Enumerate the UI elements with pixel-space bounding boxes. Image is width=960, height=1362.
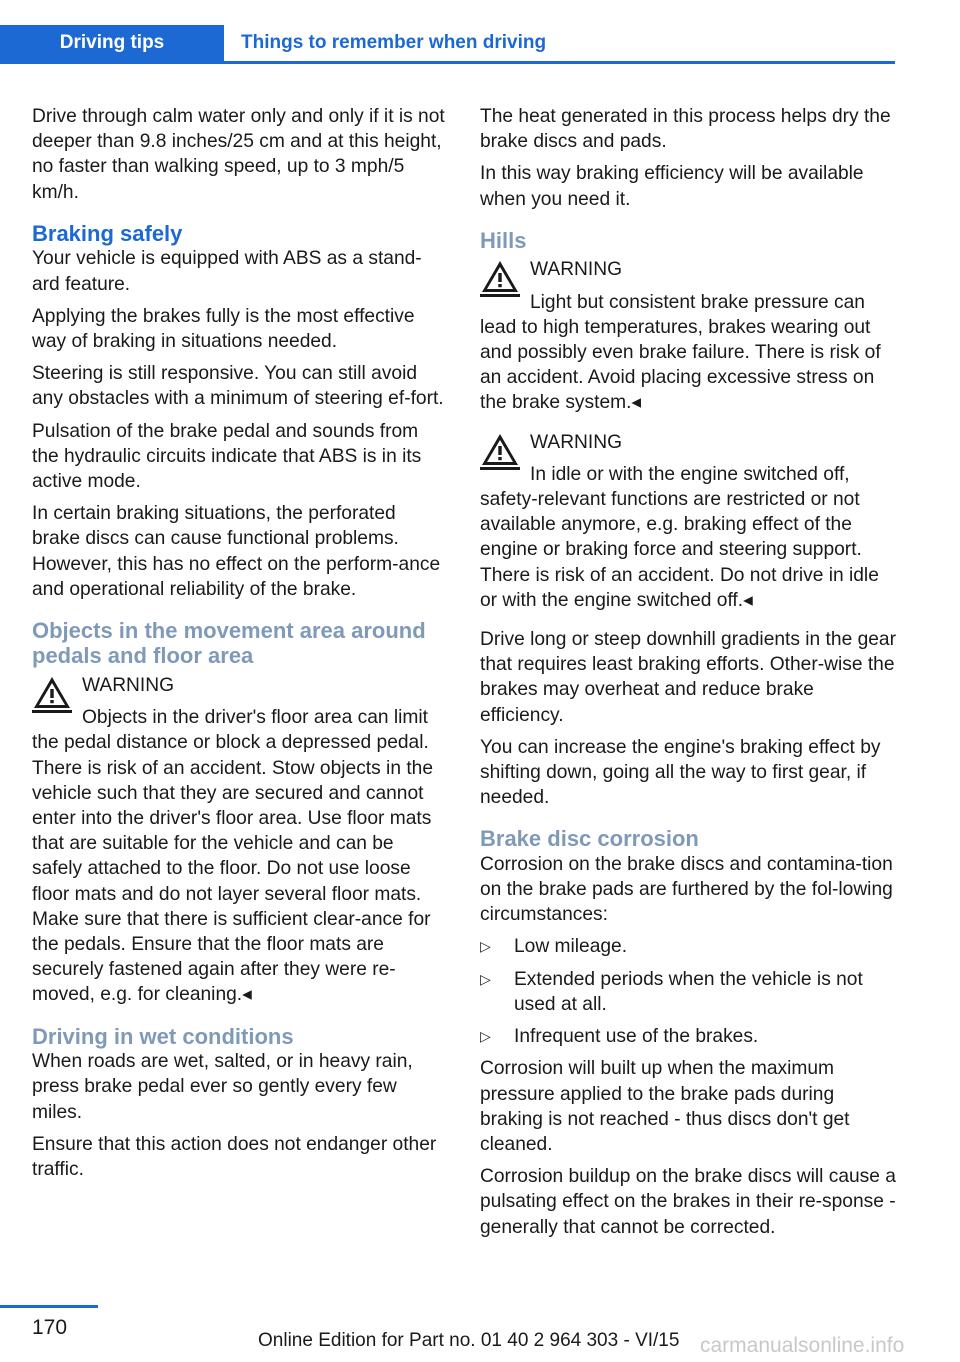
warning-triangle-icon xyxy=(32,675,72,713)
hills-warning-1 xyxy=(480,257,900,415)
list-item: ▷ Extended periods when the vehicle is not used at all. xyxy=(480,968,863,1015)
bullet-triangle-icon: ▷ xyxy=(480,1028,491,1045)
wet-paragraph-2: Ensure that this action does not endanger other traffic. xyxy=(32,1133,437,1180)
braking-paragraph-2: Applying the brakes fully is the most effective way of braking in situations needed. xyxy=(32,305,415,352)
list-item: ▷ Infrequent use of the brakes. xyxy=(480,1024,900,1049)
corrosion-circumstances-list xyxy=(480,934,900,1049)
braking-paragraph-4: Pulsation of the brake pedal and sounds from the hydraulic circuits indicate that ABS is in its active mode. xyxy=(32,420,422,492)
page-number: 170 xyxy=(32,1316,68,1339)
warning-text: Objects in the driver's floor area can limit the pedal distance or block a depressed pedal. There is risk of an accident. Stow objects in the vehicle such that they are secured and cannot enter into the driver's floor area. Use floor mats that are suitable for the vehicle and can be safely attached to the floor. Do not use loose floor mats and do not layer several floor mats. Make sure that there is sufficient clear-ance for the pedals. Ensure that the floor mats are securely fastened again after they were re-moved, e.g. for cleaning.◂ xyxy=(32,707,433,1006)
hills-paragraph-1: Drive long or steep downhill gradients in the gear that requires least braking efforts. Other-wise the brakes may overheat and reduce brake efficiency. xyxy=(480,628,896,726)
corrosion-paragraph-3: Corrosion buildup on the brake discs will cause a pulsating effect on the brakes in their re-sponse - generally that cannot be corrected. xyxy=(480,1166,896,1238)
right-column xyxy=(480,104,900,1247)
warning-label: WARNING xyxy=(530,431,623,453)
objects-heading: Objects in the movement area around pedals and floor area xyxy=(32,617,426,669)
braking-safely-heading: Braking safely xyxy=(32,220,183,246)
warning-text: In idle or with the engine switched off, safety-relevant functions are restricted or not available anymore, e.g. braking effect of the engine or braking force and steering support. There is risk of an accident. Do not drive in idle or with the engine switched off.◂ xyxy=(480,463,879,611)
intro-paragraph: Drive through calm water only and only if it is not deeper than 9.8 inches/25 cm and at this height, no faster than walking speed, up to 3 mph/5 km/h. xyxy=(32,106,445,203)
left-column xyxy=(32,104,446,1189)
objects-warning xyxy=(32,673,446,1008)
list-item: ▷ Low mileage. xyxy=(480,934,900,959)
bullet-triangle-icon: ▷ xyxy=(480,970,491,987)
warning-triangle-icon xyxy=(480,259,520,297)
wet-paragraph-1: When roads are wet, salted, or in heavy rain, press brake pedal ever so gently every few miles. xyxy=(32,1051,413,1123)
edition-info: Online Edition for Part no. 01 40 2 964 303 - VI/15 xyxy=(258,1330,680,1351)
efficiency-paragraph: In this way braking efficiency will be available when you need it. xyxy=(480,163,864,210)
warning-triangle-icon xyxy=(480,432,520,470)
warning-label: WARNING xyxy=(530,259,623,281)
page-header xyxy=(0,25,895,64)
warning-label: WARNING xyxy=(82,674,175,696)
warning-text: Light but consistent brake pressure can lead to high temperatures, brakes wearing out and possibly even brake failure. There is risk of an accident. Avoid placing excessive stress on the brake system.◂ xyxy=(480,291,881,414)
header-section-tab[interactable]: Driving tips xyxy=(0,25,224,61)
wet-conditions-heading: Driving in wet conditions xyxy=(32,1023,294,1049)
brake-disc-corrosion-heading: Brake disc corrosion xyxy=(480,826,699,852)
header-subsection-tab[interactable]: Things to remember when driving xyxy=(241,32,547,53)
braking-paragraph-1: Your vehicle is equipped with ABS as a stand-ard feature. xyxy=(32,248,422,295)
corrosion-paragraph-1: Corrosion on the brake discs and contamina-tion on the brake pads are furthered by the fol-lowing circumstances: xyxy=(480,853,893,926)
hills-warning-2 xyxy=(480,430,900,613)
footer-rule xyxy=(0,1305,98,1308)
corrosion-paragraph-2: Corrosion will built up when the maximum pressure applied to the brake pads during braking is not reached - thus discs don't get cleaned. xyxy=(480,1058,850,1155)
heat-paragraph: The heat generated in this process helps dry the brake discs and pads. xyxy=(480,106,891,153)
bullet-triangle-icon: ▷ xyxy=(480,938,491,955)
hills-paragraph-2: You can increase the engine's braking effect by shifting down, going all the way to first gear, if needed. xyxy=(480,736,881,809)
braking-paragraph-3: Steering is still responsive. You can still avoid any obstacles with a minimum of steering ef-fort. xyxy=(32,363,444,410)
hills-heading: Hills xyxy=(480,227,527,253)
watermark: carmanualsonline.info xyxy=(700,1334,905,1357)
braking-paragraph-5: In certain braking situations, the perforated brake discs can cause functional problems. However, this has no effect on the perform-ance and operational reliability of the brake. xyxy=(32,503,441,600)
